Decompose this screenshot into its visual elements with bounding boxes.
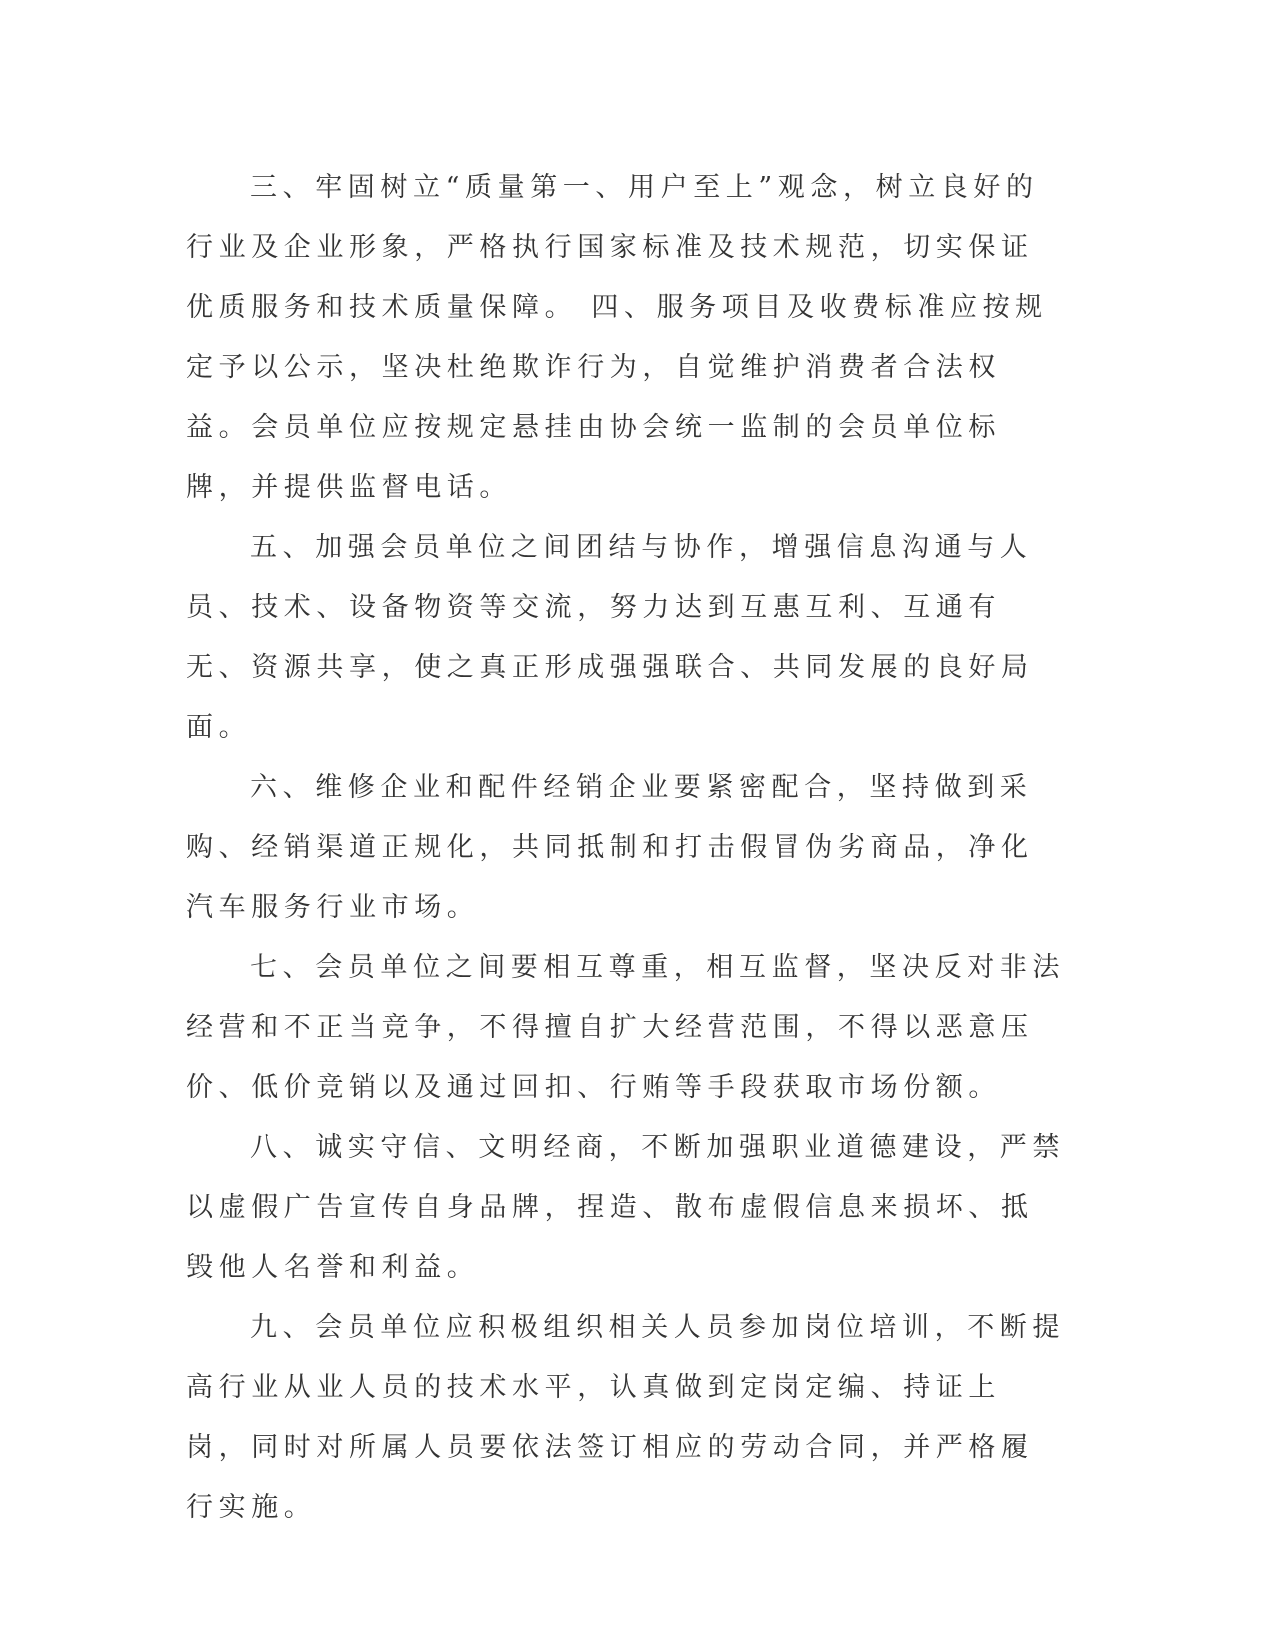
- paragraph-7: 七、会员单位之间要相互尊重，相互监督，坚决反对非法经营和不正当竞争，不得擅自扩大经营范围，不得以恶意压价、低价竞销以及通过回扣、行贿等手段获取市场份额。: [186, 952, 1065, 1103]
- paragraph-5: 五、加强会员单位之间团结与协作，增强信息沟通与人员、技术、设备物资等交流，努力达到互惠互利、互通有无、资源共享，使之真正形成强强联合、共同发展的良好局面。: [186, 532, 1034, 743]
- paragraph-3-4: 三、牢固树立“质量第一、用户至上”观念，树立良好的行业及企业形象，严格执行国家标准及技术规范，切实保证优质服务和技术质量保障。 四、服务项目及收费标准应按规定予以公示，坚决杜绝欺诈行为，自觉维护消费者合法权益。会员单位应按规定悬挂由协会统一监制的会员单位标牌，并提供监督电话。: [186, 172, 1048, 503]
- paragraph-8: 八、诚实守信、文明经商，不断加强职业道德建设，严禁以虚假广告宣传自身品牌，捏造、散布虚假信息来损坏、抵毁他人名誉和利益。: [186, 1132, 1065, 1283]
- paragraph-9: 九、会员单位应积极组织相关人员参加岗位培训，不断提高行业从业人员的技术水平，认真做到定岗定编、持证上岗，同时对所属人员要依法签订相应的劳动合同，并严格履行实施。: [186, 1312, 1065, 1523]
- document-body: [186, 158, 1066, 1538]
- paragraph-6: 六、维修企业和配件经销企业要紧密配合，坚持做到采购、经销渠道正规化，共同抵制和打击假冒伪劣商品，净化汽车服务行业市场。: [186, 772, 1034, 923]
